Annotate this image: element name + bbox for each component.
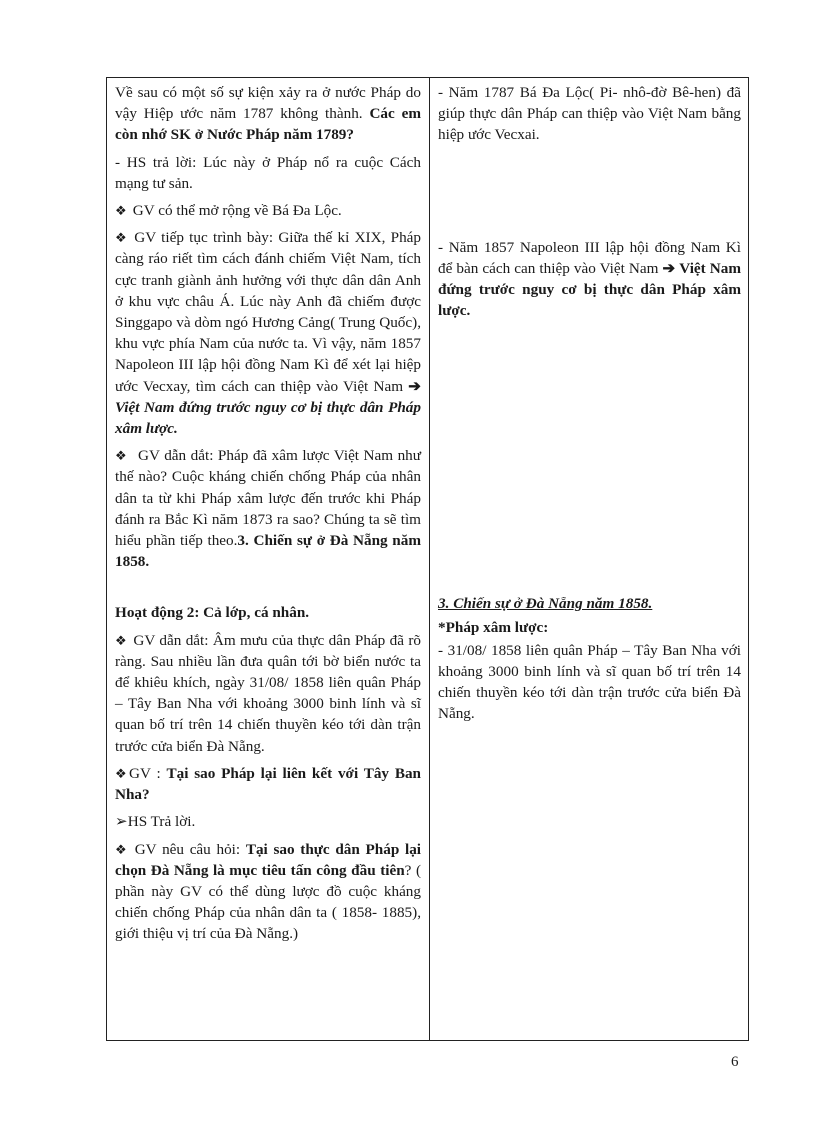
paragraph-9: ❖ GV nêu câu hỏi: Tại sao thực dân Pháp lại chọn Đà Nẵng là mục tiêu tấn công đầu tiên? ( phần này GV có thể dùng lược đồ cuộc kháng chiến chống Pháp của nhân dân ta ( 1858- 1885), giới thiệu vị trí của Đà Nẵng.) (115, 840, 422, 943)
diamond-bullet-icon: ❖ (115, 203, 127, 219)
arrow-icon: ➔ (662, 259, 676, 277)
diamond-bullet-icon: ❖ (115, 841, 127, 857)
paragraph-5: ❖ GV dẫn dắt: Pháp đã xâm lược Việt Nam như thế nào? Cuộc kháng chiến chống Pháp của nhân dân ta từ khi Pháp xâm lược đến trước khi Pháp đánh ra Bắc Kì năm 1873 ra sao? Chúng ta sẽ tìm hiểu phần tiếp theo.3. Chiến sự ở Đà Nẵng năm 1858. (115, 447, 421, 571)
paragraph-2: - HS trả lời: Lúc này ở Pháp nổ ra cuộc Cách mạng tư sản. (115, 153, 421, 192)
paragraph-3: ❖ GV có thể mở rộng về Bá Đa Lộc. (115, 200, 421, 221)
arrow-icon: ➔ (408, 377, 421, 395)
activity-heading: Hoạt động 2: Cả lớp, cá nhân. (115, 604, 310, 622)
paragraph-6: ❖ GV dẫn dắt: Âm mưu của thực dân Pháp đã rõ ràng. Sau nhiều lần đưa quân tới bờ biển nước ta để khiêu khích, ngày 31/08/ 1858 liên quân Pháp – Tây Ban Nha với khoảng 3000 binh lính và sĩ quan bố trí trên 14 chiến thuyền kéo tới dàn trận trước cửa biển Đà Nẵng. (115, 631, 422, 755)
lesson-table (106, 77, 749, 1041)
paragraph-8: ➢HS Trả lời. (115, 813, 196, 831)
right-paragraph-1: - Năm 1787 Bá Đa Lộc( Pi- nhô-đờ Bê-hen) đã giúp thực dân Pháp can thiệp vào Việt Nam bằng hiệp ước Vecxai. (438, 84, 741, 144)
right-subheading: *Pháp xâm lược: (438, 618, 549, 636)
teacher-activity-column (107, 78, 429, 945)
knowledge-column (430, 78, 748, 725)
paragraph-4: ❖ GV tiếp tục trình bày: Giữa thế kỉ XIX, Pháp càng ráo riết tìm cách đánh chiếm Việt Nam, tích cực tranh giành ảnh hưởng với thực dân dân Anh ở khu vực châu Á. Lúc này Anh đã chiếm được Singgapo và dòm ngó Hương Cảng( Trung Quốc), khu vực phía Nam của nước ta. Vì vậy, năm 1857 Napoleon III lập hội đồng Nam Kì để xét lại hiệp ước Vecxay, tìm cách can thiệp vào Việt Nam ➔ Việt Nam đứng trước nguy cơ bị thực dân Pháp xâm lược. (115, 229, 422, 438)
diamond-bullet-icon: ❖ (115, 230, 127, 246)
right-paragraph-2: - Năm 1857 Napoleon III lập hội đồng Nam Kì để bàn cách can thiệp vào Việt Nam ➔ Việt Nam đứng trước nguy cơ bị thực dân Pháp xâm lược. (438, 238, 742, 320)
page-number: 6 (731, 1054, 739, 1070)
diamond-bullet-icon: ❖ (115, 765, 127, 781)
diamond-bullet-icon: ❖ (115, 632, 127, 648)
paragraph-7: ❖ GV : Tại sao Pháp lại liên kết với Tây Ban Nha? (115, 764, 421, 804)
right-section-heading: 3. Chiến sự ở Đà Nẵng năm 1858. (438, 595, 653, 613)
right-paragraph-3: - 31/08/ 1858 liên quân Pháp – Tây Ban Nha với khoảng 3000 binh lính và sĩ quan bố trí trên 14 chiến thuyền kéo tới dàn trận trước cửa biển Đà Nẵng. (438, 641, 741, 723)
diamond-bullet-icon: ❖ (115, 448, 127, 464)
paragraph-1: Về sau có một số sự kiện xảy ra ở nước Pháp do vậy Hiệp ước năm 1787 không thành. Các em còn nhớ SK ở Nước Pháp năm 1789? (115, 84, 421, 144)
pointer-bullet-icon: ➢ (115, 813, 128, 831)
